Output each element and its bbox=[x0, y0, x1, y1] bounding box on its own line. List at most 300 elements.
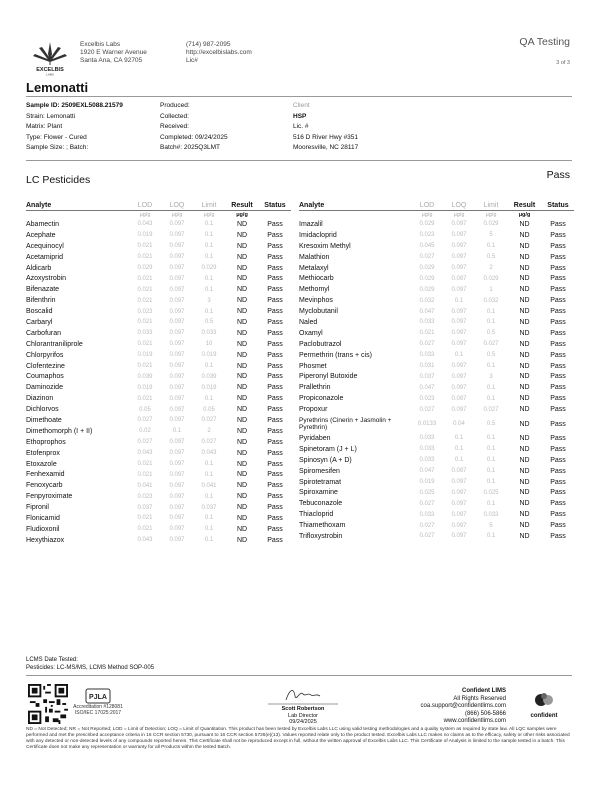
section-result: Pass bbox=[546, 169, 570, 181]
limit-value: 0.027 bbox=[201, 439, 217, 446]
lod-value: 0.027 bbox=[419, 500, 435, 507]
lims-name: Confident LIMS bbox=[462, 688, 506, 694]
analyte-name: Methomyl bbox=[299, 286, 330, 294]
result-value: ND bbox=[236, 493, 248, 501]
table-row bbox=[26, 273, 291, 284]
table-row bbox=[26, 241, 291, 252]
limit-value: 10 bbox=[205, 341, 213, 348]
result-value: ND bbox=[236, 406, 248, 414]
limit-value: 0.1 bbox=[204, 395, 214, 402]
result-value: ND bbox=[519, 384, 530, 392]
lod-value: 0.027 bbox=[137, 439, 153, 446]
lod-value: 0.023 bbox=[419, 395, 435, 402]
status-value: Pass bbox=[267, 395, 283, 403]
analyte-name: Ethoprophos bbox=[26, 438, 66, 446]
lod-value: 0.039 bbox=[137, 373, 153, 380]
result-value: ND bbox=[519, 362, 530, 370]
lims-website[interactable]: www.confidentlims.com bbox=[443, 718, 506, 724]
table-row bbox=[26, 219, 291, 230]
loq-value: 0.097 bbox=[451, 522, 467, 529]
limit-value: 0.1 bbox=[486, 319, 496, 326]
analyte-name: Acephate bbox=[26, 231, 56, 239]
table-row bbox=[26, 480, 291, 491]
result-value: ND bbox=[519, 308, 530, 316]
table-row bbox=[299, 455, 574, 466]
loq-value: 0.097 bbox=[451, 308, 467, 315]
confident-logo-text: confident bbox=[530, 713, 558, 719]
loq-value: 0.1 bbox=[454, 352, 464, 359]
loq-value: 0.097 bbox=[451, 275, 467, 282]
analyte-name: Etoxazole bbox=[26, 460, 57, 468]
lims-phone: (866) 506-5866 bbox=[464, 710, 506, 717]
client-license: Lic. # bbox=[293, 123, 309, 130]
analyte-name: Pyrethrins (Cinerin + Jasmolin + Pyrethrin) bbox=[299, 417, 392, 432]
limit-value: 0.5 bbox=[486, 421, 496, 428]
loq-value: 0.097 bbox=[451, 406, 467, 413]
status-value: Pass bbox=[550, 500, 566, 508]
loq-value: 0.1 bbox=[454, 297, 464, 304]
limit-value: 0.029 bbox=[201, 265, 217, 271]
status-value: Pass bbox=[550, 275, 566, 283]
lod-value: 0.037 bbox=[137, 504, 153, 511]
table-row bbox=[299, 263, 574, 274]
result-value: ND bbox=[236, 514, 248, 522]
lims-info bbox=[400, 688, 506, 726]
loq-value: 0.097 bbox=[169, 471, 185, 478]
limit-value: 0.1 bbox=[486, 308, 496, 315]
analyte-name: Daminozide bbox=[26, 384, 63, 392]
loq-value: 0.097 bbox=[451, 319, 467, 326]
lcms-method: Pesticides: LC-MS/MS, LCMS Method SOP-005 bbox=[26, 665, 155, 671]
analyte-name: Spinosyn (A + D) bbox=[299, 456, 352, 464]
status-value: Pass bbox=[267, 275, 283, 283]
lod-value: 0.021 bbox=[137, 286, 153, 293]
col-lod: LOD bbox=[411, 200, 443, 211]
status-value: Pass bbox=[267, 438, 283, 446]
page-number: 3 of 3 bbox=[556, 60, 570, 66]
status-value: Pass bbox=[550, 445, 566, 453]
lod-value: 0.02 bbox=[139, 428, 151, 435]
client-info bbox=[293, 101, 358, 154]
lod-value: 0.021 bbox=[137, 461, 153, 468]
analyte-name: Azoxystrobin bbox=[26, 275, 67, 283]
table-row bbox=[26, 350, 291, 361]
analyte-name: Methiocarb bbox=[299, 275, 334, 283]
analyte-name: Spiromesifen bbox=[299, 467, 340, 475]
method-info bbox=[26, 656, 154, 672]
limit-value: 0.029 bbox=[483, 221, 499, 228]
limit-value: 0.1 bbox=[486, 395, 496, 402]
lod-value: 0.019 bbox=[137, 352, 153, 359]
table-row bbox=[26, 230, 291, 241]
result-value: ND bbox=[519, 489, 530, 497]
status-value: Pass bbox=[550, 478, 566, 486]
analyte-name: Acetamiprid bbox=[26, 253, 63, 261]
lims-rights: All Rights Reserved bbox=[453, 695, 506, 702]
lod-value: 0.029 bbox=[419, 221, 435, 228]
lod-value: 0.029 bbox=[419, 286, 435, 293]
loq-value: 0.097 bbox=[451, 395, 467, 402]
table-row bbox=[299, 252, 574, 263]
limit-value: 0.1 bbox=[204, 461, 214, 468]
loq-value: 0.1 bbox=[454, 457, 464, 464]
lab-name: Excelbis Labs bbox=[80, 41, 121, 48]
result-value: ND bbox=[236, 286, 248, 294]
result-value: ND bbox=[519, 434, 530, 442]
status-value: Pass bbox=[550, 362, 566, 370]
sample-size: Sample Size: ; Batch: bbox=[26, 144, 89, 151]
analyte-name: Malathion bbox=[299, 253, 330, 261]
received-date: Received: bbox=[160, 123, 189, 130]
loq-value: 0.097 bbox=[169, 482, 185, 489]
result-value: ND bbox=[236, 318, 248, 326]
limit-value: 0.1 bbox=[486, 457, 496, 464]
result-value: ND bbox=[236, 253, 248, 261]
sample-divider bbox=[26, 160, 572, 161]
signer-date: 09/24/2025 bbox=[289, 719, 317, 725]
lims-email[interactable]: coa.support@confidentlims.com bbox=[420, 703, 506, 709]
result-value: ND bbox=[236, 329, 248, 337]
limit-value: 3 bbox=[489, 373, 493, 380]
loq-value: 0.097 bbox=[169, 319, 185, 326]
result-value: ND bbox=[236, 242, 248, 250]
result-value: ND bbox=[236, 340, 248, 348]
table-row bbox=[299, 219, 574, 230]
loq-value: 0.097 bbox=[451, 363, 467, 370]
pesticides-table-right bbox=[299, 200, 574, 542]
loq-value: 0.097 bbox=[451, 341, 467, 348]
loq-value: 0.1 bbox=[454, 446, 464, 453]
lod-value: 0.029 bbox=[419, 265, 435, 271]
limit-value: 0.1 bbox=[486, 384, 496, 391]
limit-value: 0.1 bbox=[486, 243, 496, 250]
result-value: ND bbox=[236, 416, 248, 424]
lod-value: 0.023 bbox=[137, 493, 153, 500]
lab-website[interactable]: http://excelbislabs.com bbox=[186, 49, 252, 56]
loq-value: 0.097 bbox=[169, 232, 185, 239]
lod-value: 0.031 bbox=[419, 363, 435, 370]
lod-value: 0.0133 bbox=[417, 421, 437, 428]
lod-value: 0.047 bbox=[419, 384, 435, 391]
unit-result: μg/g bbox=[518, 212, 531, 218]
loq-value: 0.097 bbox=[169, 526, 185, 533]
table-row bbox=[299, 509, 574, 520]
limit-value: 0.1 bbox=[486, 500, 496, 507]
result-value: ND bbox=[236, 395, 248, 403]
table-row bbox=[26, 371, 291, 382]
lod-value: 0.029 bbox=[419, 275, 435, 282]
table-row bbox=[299, 241, 574, 252]
analyte-name: Permethrin (trans + cis) bbox=[299, 351, 372, 359]
limit-value: 0.037 bbox=[201, 504, 217, 511]
table-row bbox=[299, 284, 574, 295]
loq-value: 0.097 bbox=[169, 254, 185, 261]
result-value: ND bbox=[519, 351, 530, 359]
lod-value: 0.033 bbox=[419, 446, 435, 453]
table-row bbox=[299, 306, 574, 317]
status-value: Pass bbox=[267, 297, 283, 305]
result-value: ND bbox=[519, 318, 530, 326]
table-row bbox=[26, 263, 291, 274]
result-value: ND bbox=[236, 427, 248, 435]
loq-value: 0.097 bbox=[169, 504, 185, 511]
table-row bbox=[26, 448, 291, 459]
result-value: ND bbox=[236, 220, 248, 228]
table-row bbox=[26, 317, 291, 328]
loq-value: 0.097 bbox=[169, 330, 185, 337]
lod-value: 0.027 bbox=[419, 254, 435, 261]
lod-value: 0.027 bbox=[419, 522, 435, 529]
status-value: Pass bbox=[267, 536, 283, 544]
limit-value: 0.1 bbox=[204, 286, 214, 293]
analyte-name: Phosmet bbox=[299, 362, 327, 370]
col-status: Status bbox=[542, 200, 574, 211]
lab-info bbox=[80, 41, 147, 65]
table-row bbox=[299, 273, 574, 284]
col-limit: Limit bbox=[475, 200, 507, 211]
limit-value: 0.032 bbox=[483, 297, 499, 304]
status-value: Pass bbox=[550, 286, 566, 294]
analyte-name: Pyridaben bbox=[299, 434, 331, 442]
table-row bbox=[26, 328, 291, 339]
analyte-name: Etofenprox bbox=[26, 449, 60, 457]
result-value: ND bbox=[236, 373, 248, 381]
table-row bbox=[299, 230, 574, 241]
analyte-name: Hexythiazox bbox=[26, 536, 65, 544]
analyte-name: Fenhexamid bbox=[26, 471, 65, 479]
col-result: Result bbox=[507, 200, 542, 211]
loq-value: 0.097 bbox=[169, 537, 185, 544]
limit-value: 5 bbox=[489, 232, 493, 239]
table-row bbox=[299, 487, 574, 498]
limit-value: 0.1 bbox=[204, 275, 214, 282]
unit-lod: μg/g bbox=[139, 212, 151, 218]
status-value: Pass bbox=[550, 467, 566, 475]
unit-limit: μg/g bbox=[203, 212, 215, 218]
loq-value: 0.04 bbox=[453, 421, 465, 428]
result-value: ND bbox=[519, 478, 530, 486]
result-value: ND bbox=[519, 340, 530, 348]
loq-value: 0.097 bbox=[169, 461, 185, 468]
lod-value: 0.033 bbox=[419, 457, 435, 464]
limit-value: 0.025 bbox=[483, 489, 499, 496]
analyte-name: Tebuconazole bbox=[299, 500, 343, 508]
analyte-name: Propiconazole bbox=[299, 395, 344, 403]
confident-logo-icon bbox=[533, 692, 555, 708]
analyte-name: Flonicamid bbox=[26, 514, 60, 522]
status-value: Pass bbox=[267, 493, 283, 501]
lod-value: 0.05 bbox=[139, 406, 151, 413]
qr-code-icon[interactable] bbox=[28, 684, 68, 724]
svg-text:LABS: LABS bbox=[46, 72, 54, 76]
section-title: LC Pesticides bbox=[26, 174, 91, 186]
svg-text:PJLA: PJLA bbox=[89, 694, 107, 701]
analyte-name: Coumaphos bbox=[26, 373, 64, 381]
col-limit: Limit bbox=[193, 200, 225, 211]
loq-value: 0.1 bbox=[172, 428, 182, 435]
result-value: ND bbox=[519, 500, 530, 508]
analyte-name: Thiacloprid bbox=[299, 511, 334, 519]
units-row bbox=[26, 211, 291, 220]
loq-value: 0.097 bbox=[451, 232, 467, 239]
status-value: Pass bbox=[550, 456, 566, 464]
table-row bbox=[299, 328, 574, 339]
loq-value: 0.097 bbox=[451, 243, 467, 250]
loq-value: 0.097 bbox=[451, 221, 467, 228]
client-address-1: 516 D River Hwy #351 bbox=[293, 133, 359, 141]
lod-value: 0.027 bbox=[137, 417, 153, 424]
loq-value: 0.097 bbox=[169, 352, 185, 359]
limit-value: 0.5 bbox=[486, 330, 496, 337]
limit-value: 0.1 bbox=[204, 537, 214, 544]
status-value: Pass bbox=[550, 351, 566, 359]
table-row bbox=[26, 404, 291, 415]
lab-phone: (714) 987-2095 bbox=[186, 41, 231, 48]
lod-value: 0.019 bbox=[137, 384, 153, 391]
lod-value: 0.025 bbox=[419, 489, 435, 496]
footer-divider bbox=[26, 675, 572, 676]
status-value: Pass bbox=[267, 427, 283, 435]
analyte-name: Fipronil bbox=[26, 504, 49, 512]
status-value: Pass bbox=[267, 384, 283, 392]
result-value: ND bbox=[519, 220, 530, 228]
result-value: ND bbox=[519, 373, 530, 381]
table-row bbox=[299, 361, 574, 372]
limit-value: 0.1 bbox=[204, 363, 214, 370]
analyte-name: Bifenthrin bbox=[26, 297, 56, 305]
limit-value: 0.029 bbox=[483, 275, 499, 282]
table-row bbox=[26, 252, 291, 263]
result-value: ND bbox=[236, 308, 248, 316]
status-value: Pass bbox=[550, 373, 566, 381]
status-value: Pass bbox=[267, 406, 283, 414]
loq-value: 0.097 bbox=[169, 275, 185, 282]
status-value: Pass bbox=[267, 373, 283, 381]
lod-value: 0.043 bbox=[137, 450, 153, 457]
table-header bbox=[26, 200, 291, 211]
status-value: Pass bbox=[267, 514, 283, 522]
result-value: ND bbox=[519, 420, 530, 428]
status-value: Pass bbox=[550, 231, 566, 239]
signer-name: Scott Robertson bbox=[281, 706, 325, 712]
result-value: ND bbox=[236, 351, 248, 359]
status-value: Pass bbox=[267, 460, 283, 468]
table-row bbox=[26, 535, 291, 546]
lod-value: 0.043 bbox=[137, 221, 153, 228]
table-row bbox=[299, 433, 574, 444]
loq-value: 0.097 bbox=[451, 489, 467, 496]
table-row bbox=[26, 502, 291, 513]
limit-value: 0.5 bbox=[204, 319, 214, 326]
client-address-2: Mooresville, NC 28117 bbox=[293, 144, 359, 151]
sample-matrix: Matrix: Plant bbox=[26, 123, 63, 130]
result-value: ND bbox=[519, 406, 530, 414]
status-value: Pass bbox=[267, 231, 283, 239]
signature-icon bbox=[248, 684, 358, 706]
limit-value: 0.1 bbox=[204, 308, 214, 315]
status-value: Pass bbox=[267, 286, 283, 294]
col-lod: LOD bbox=[129, 200, 161, 211]
limit-value: 0.039 bbox=[201, 373, 217, 380]
pesticides-table-left bbox=[26, 200, 291, 546]
loq-value: 0.097 bbox=[169, 417, 185, 424]
table-row bbox=[299, 350, 574, 361]
status-value: Pass bbox=[550, 511, 566, 519]
sample-dates bbox=[160, 101, 228, 154]
status-value: Pass bbox=[550, 489, 566, 497]
lod-value: 0.023 bbox=[137, 308, 153, 315]
result-value: ND bbox=[236, 449, 248, 457]
sample-strain: Strain: Lemonatti bbox=[26, 112, 76, 120]
analyte-name: Paclobutrazol bbox=[299, 340, 342, 348]
lab-contact bbox=[186, 41, 252, 65]
table-row bbox=[26, 437, 291, 448]
loq-value: 0.097 bbox=[169, 341, 185, 348]
status-value: Pass bbox=[267, 264, 283, 272]
loq-value: 0.097 bbox=[169, 286, 185, 293]
limit-value: 0.1 bbox=[486, 435, 496, 442]
result-value: ND bbox=[519, 329, 530, 337]
lod-value: 0.027 bbox=[419, 533, 435, 540]
analyte-name: Metalaxyl bbox=[299, 264, 329, 272]
limit-value: 0.1 bbox=[486, 468, 496, 475]
analyte-name: Dichlorvos bbox=[26, 406, 59, 414]
signer-title: Lab Director bbox=[288, 712, 318, 719]
confident-logo bbox=[516, 692, 572, 719]
analyte-name: Naled bbox=[299, 318, 318, 326]
status-value: Pass bbox=[550, 420, 566, 428]
loq-value: 0.1 bbox=[454, 435, 464, 442]
analyte-name: Acequinocyl bbox=[26, 242, 64, 250]
analyte-name: Spirotetramat bbox=[299, 478, 342, 486]
col-analyte: Analyte bbox=[299, 200, 411, 211]
table-row bbox=[299, 404, 574, 415]
status-value: Pass bbox=[550, 395, 566, 403]
col-loq: LOQ bbox=[443, 200, 475, 211]
lod-value: 0.037 bbox=[419, 373, 435, 380]
status-value: Pass bbox=[550, 532, 566, 540]
lod-value: 0.029 bbox=[137, 265, 153, 271]
table-row bbox=[26, 415, 291, 426]
client-name: HSP bbox=[293, 112, 307, 120]
status-value: Pass bbox=[267, 471, 283, 479]
lod-value: 0.021 bbox=[137, 395, 153, 402]
lod-value: 0.027 bbox=[419, 341, 435, 348]
loq-value: 0.097 bbox=[169, 221, 185, 228]
loq-value: 0.097 bbox=[451, 254, 467, 261]
table-row bbox=[26, 306, 291, 317]
limit-value: 0.019 bbox=[201, 384, 217, 391]
table-row bbox=[26, 361, 291, 372]
result-value: ND bbox=[519, 395, 530, 403]
loq-value: 0.097 bbox=[169, 450, 185, 457]
status-value: Pass bbox=[267, 504, 283, 512]
table-row bbox=[26, 284, 291, 295]
analyte-name: Thiamethoxam bbox=[299, 522, 346, 530]
col-analyte: Analyte bbox=[26, 200, 129, 211]
result-value: ND bbox=[236, 482, 248, 490]
table-header bbox=[299, 200, 574, 211]
lod-value: 0.033 bbox=[137, 330, 153, 337]
result-value: ND bbox=[519, 297, 530, 305]
analyte-name: Prallethrin bbox=[299, 384, 331, 392]
status-value: Pass bbox=[550, 297, 566, 305]
limit-value: 0.019 bbox=[201, 352, 217, 359]
status-value: Pass bbox=[550, 434, 566, 442]
limit-value: 0.5 bbox=[486, 352, 496, 359]
lab-address-2: Santa Ana, CA 92705 bbox=[80, 57, 143, 64]
status-value: Pass bbox=[267, 525, 283, 533]
